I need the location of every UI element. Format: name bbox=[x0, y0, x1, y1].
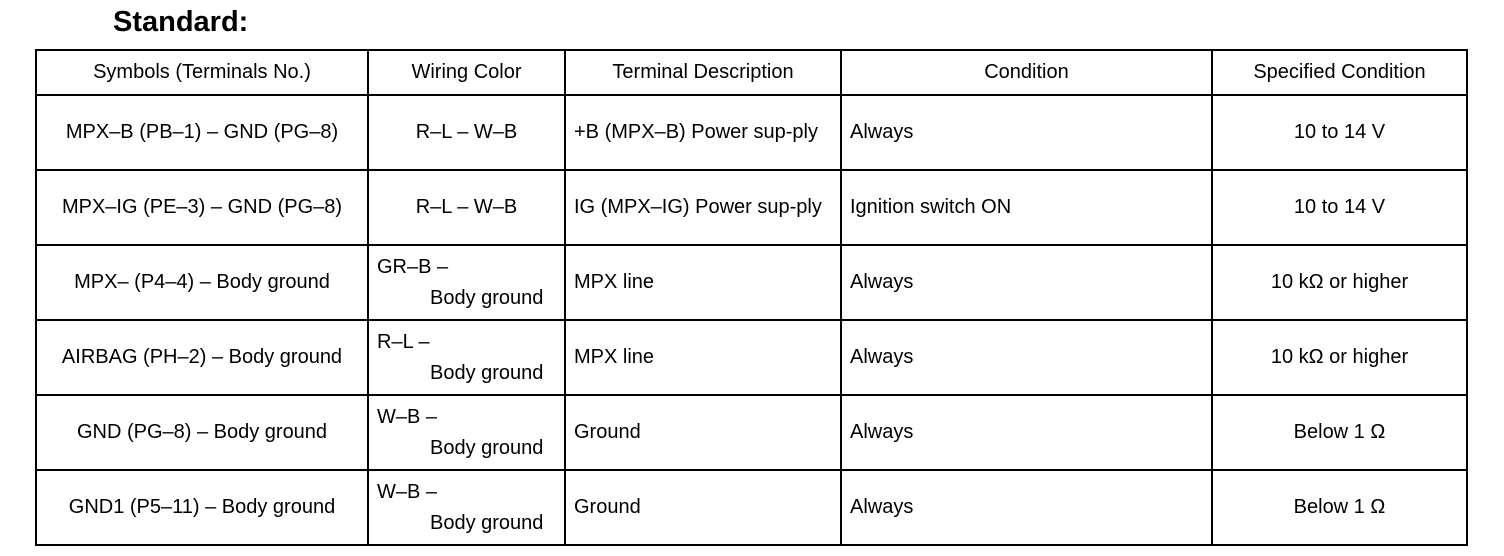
cell-specified-condition: 10 kΩ or higher bbox=[1212, 245, 1467, 320]
header-wiring-color: Wiring Color bbox=[368, 50, 565, 95]
cell-description: Ground bbox=[565, 395, 841, 470]
cell-specified-condition: 10 kΩ or higher bbox=[1212, 320, 1467, 395]
cell-specified-condition: Below 1 Ω bbox=[1212, 470, 1467, 545]
cell-wiring-color bbox=[368, 320, 565, 395]
header-specified-condition: Specified Condition bbox=[1212, 50, 1467, 95]
cell-condition: Ignition switch ON bbox=[841, 170, 1212, 245]
cell-symbols: GND1 (P5–11) – Body ground bbox=[36, 470, 368, 545]
cell-description: MPX line bbox=[565, 245, 841, 320]
table-row bbox=[36, 470, 1467, 545]
cell-condition: Always bbox=[841, 95, 1212, 170]
wiring-ground-line: Body ground bbox=[430, 436, 544, 459]
cell-description: IG (MPX–IG) Power sup-ply bbox=[565, 170, 841, 245]
table-row bbox=[36, 395, 1467, 470]
cell-wiring-color bbox=[368, 245, 565, 320]
cell-condition: Always bbox=[841, 320, 1212, 395]
cell-symbols: MPX– (P4–4) – Body ground bbox=[36, 245, 368, 320]
header-condition: Condition bbox=[841, 50, 1212, 95]
table-header bbox=[36, 50, 1467, 95]
table-row bbox=[36, 320, 1467, 395]
cell-symbols: MPX–B (PB–1) – GND (PG–8) bbox=[36, 95, 368, 170]
cell-wiring-color bbox=[368, 470, 565, 545]
wiring-color-line: W–B – bbox=[377, 480, 438, 503]
cell-condition: Always bbox=[841, 395, 1212, 470]
wiring-ground-line: Body ground bbox=[430, 361, 544, 384]
cell-description: +B (MPX–B) Power sup-ply bbox=[565, 95, 841, 170]
header-row bbox=[36, 50, 1467, 95]
wiring-ground-line: Body ground bbox=[430, 286, 544, 309]
specification-table bbox=[35, 49, 1468, 546]
cell-symbols: AIRBAG (PH–2) – Body ground bbox=[36, 320, 368, 395]
cell-symbols: GND (PG–8) – Body ground bbox=[36, 395, 368, 470]
table-body bbox=[36, 95, 1467, 545]
table-row bbox=[36, 245, 1467, 320]
cell-specified-condition: 10 to 14 V bbox=[1212, 170, 1467, 245]
cell-condition: Always bbox=[841, 470, 1212, 545]
table-row bbox=[36, 170, 1467, 245]
header-terminal-description: Terminal Description bbox=[565, 50, 841, 95]
cell-description: Ground bbox=[565, 470, 841, 545]
wiring-color-line: R–L – bbox=[377, 330, 430, 353]
cell-wiring-color: R–L – W–B bbox=[368, 95, 565, 170]
header-symbols: Symbols (Terminals No.) bbox=[36, 50, 368, 95]
cell-symbols: MPX–IG (PE–3) – GND (PG–8) bbox=[36, 170, 368, 245]
wiring-color-line: GR–B – bbox=[377, 255, 449, 278]
cell-specified-condition: Below 1 Ω bbox=[1212, 395, 1467, 470]
cell-wiring-color bbox=[368, 395, 565, 470]
cell-condition: Always bbox=[841, 245, 1212, 320]
wiring-color-line: W–B – bbox=[377, 405, 438, 428]
cell-specified-condition: 10 to 14 V bbox=[1212, 95, 1467, 170]
table-row bbox=[36, 95, 1467, 170]
cell-wiring-color: R–L – W–B bbox=[368, 170, 565, 245]
cell-description: MPX line bbox=[565, 320, 841, 395]
wiring-ground-line: Body ground bbox=[430, 511, 544, 534]
page-heading: Standard: bbox=[113, 6, 249, 38]
